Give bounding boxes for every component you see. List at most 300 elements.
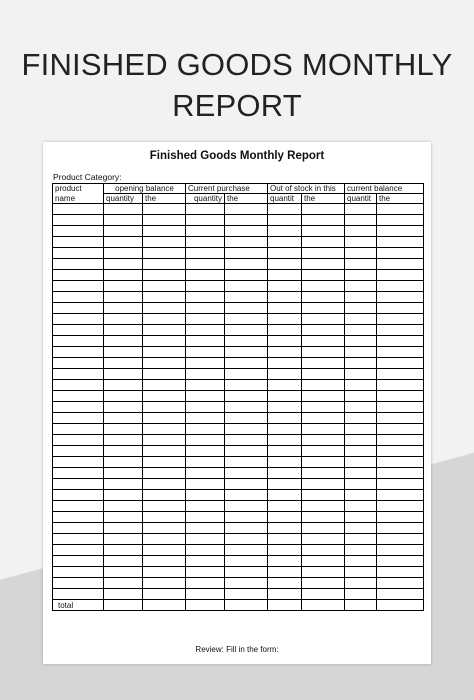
table-cell[interactable] bbox=[53, 578, 104, 589]
table-cell[interactable] bbox=[143, 369, 186, 380]
table-cell[interactable] bbox=[377, 259, 424, 270]
table-cell[interactable] bbox=[225, 237, 268, 248]
table-cell[interactable] bbox=[345, 380, 377, 391]
table-cell[interactable] bbox=[104, 369, 143, 380]
table-cell[interactable] bbox=[302, 358, 345, 369]
table-cell[interactable] bbox=[53, 369, 104, 380]
table-cell[interactable] bbox=[53, 358, 104, 369]
table-cell[interactable] bbox=[225, 556, 268, 567]
table-cell[interactable] bbox=[377, 457, 424, 468]
table-cell[interactable] bbox=[186, 336, 225, 347]
table-cell[interactable] bbox=[225, 358, 268, 369]
table-cell[interactable] bbox=[377, 369, 424, 380]
table-cell[interactable] bbox=[186, 204, 225, 215]
table-cell[interactable] bbox=[225, 369, 268, 380]
table-cell[interactable] bbox=[143, 479, 186, 490]
table-cell[interactable] bbox=[104, 204, 143, 215]
table-cell[interactable] bbox=[268, 204, 302, 215]
table-cell[interactable] bbox=[186, 501, 225, 512]
table-cell[interactable] bbox=[268, 369, 302, 380]
table-cell[interactable] bbox=[345, 468, 377, 479]
table-cell[interactable] bbox=[377, 534, 424, 545]
table-cell[interactable] bbox=[53, 303, 104, 314]
table-cell[interactable] bbox=[377, 380, 424, 391]
table-cell[interactable] bbox=[143, 380, 186, 391]
table-cell[interactable] bbox=[53, 446, 104, 457]
table-cell[interactable] bbox=[302, 215, 345, 226]
table-cell[interactable] bbox=[302, 435, 345, 446]
table-cell[interactable] bbox=[377, 545, 424, 556]
table-cell[interactable] bbox=[186, 479, 225, 490]
table-cell[interactable] bbox=[104, 292, 143, 303]
table-cell[interactable] bbox=[104, 380, 143, 391]
table-cell[interactable] bbox=[104, 468, 143, 479]
table-cell[interactable] bbox=[345, 479, 377, 490]
table-cell[interactable] bbox=[345, 314, 377, 325]
table-cell[interactable] bbox=[225, 523, 268, 534]
total-cell[interactable] bbox=[104, 600, 143, 611]
table-cell[interactable] bbox=[104, 413, 143, 424]
table-cell[interactable] bbox=[377, 578, 424, 589]
table-cell[interactable] bbox=[345, 259, 377, 270]
table-cell[interactable] bbox=[104, 589, 143, 600]
table-cell[interactable] bbox=[143, 325, 186, 336]
table-cell[interactable] bbox=[225, 424, 268, 435]
table-cell[interactable] bbox=[345, 534, 377, 545]
table-cell[interactable] bbox=[53, 490, 104, 501]
table-cell[interactable] bbox=[345, 589, 377, 600]
table-cell[interactable] bbox=[377, 424, 424, 435]
table-cell[interactable] bbox=[104, 248, 143, 259]
total-cell[interactable] bbox=[345, 600, 377, 611]
table-cell[interactable] bbox=[104, 215, 143, 226]
table-cell[interactable] bbox=[225, 490, 268, 501]
table-cell[interactable] bbox=[377, 589, 424, 600]
table-cell[interactable] bbox=[186, 347, 225, 358]
table-cell[interactable] bbox=[143, 589, 186, 600]
total-cell[interactable] bbox=[268, 600, 302, 611]
table-cell[interactable] bbox=[104, 391, 143, 402]
table-cell[interactable] bbox=[143, 578, 186, 589]
table-cell[interactable] bbox=[268, 457, 302, 468]
table-cell[interactable] bbox=[345, 303, 377, 314]
table-cell[interactable] bbox=[53, 259, 104, 270]
table-cell[interactable] bbox=[302, 556, 345, 567]
table-cell[interactable] bbox=[104, 567, 143, 578]
table-cell[interactable] bbox=[302, 281, 345, 292]
table-cell[interactable] bbox=[104, 314, 143, 325]
table-cell[interactable] bbox=[186, 512, 225, 523]
table-cell[interactable] bbox=[377, 523, 424, 534]
table-cell[interactable] bbox=[53, 380, 104, 391]
table-cell[interactable] bbox=[186, 424, 225, 435]
table-cell[interactable] bbox=[268, 523, 302, 534]
table-cell[interactable] bbox=[345, 490, 377, 501]
table-cell[interactable] bbox=[104, 259, 143, 270]
table-cell[interactable] bbox=[143, 468, 186, 479]
table-cell[interactable] bbox=[53, 226, 104, 237]
table-cell[interactable] bbox=[302, 424, 345, 435]
table-cell[interactable] bbox=[377, 281, 424, 292]
table-cell[interactable] bbox=[377, 325, 424, 336]
table-cell[interactable] bbox=[268, 292, 302, 303]
table-cell[interactable] bbox=[143, 336, 186, 347]
table-cell[interactable] bbox=[268, 347, 302, 358]
table-cell[interactable] bbox=[302, 512, 345, 523]
table-cell[interactable] bbox=[345, 391, 377, 402]
table-cell[interactable] bbox=[143, 248, 186, 259]
table-cell[interactable] bbox=[53, 424, 104, 435]
table-cell[interactable] bbox=[225, 270, 268, 281]
table-cell[interactable] bbox=[225, 325, 268, 336]
table-cell[interactable] bbox=[225, 281, 268, 292]
table-cell[interactable] bbox=[268, 545, 302, 556]
table-cell[interactable] bbox=[186, 226, 225, 237]
table-cell[interactable] bbox=[268, 391, 302, 402]
table-cell[interactable] bbox=[377, 248, 424, 259]
table-cell[interactable] bbox=[53, 215, 104, 226]
table-cell[interactable] bbox=[377, 237, 424, 248]
table-cell[interactable] bbox=[53, 534, 104, 545]
table-cell[interactable] bbox=[302, 413, 345, 424]
table-cell[interactable] bbox=[268, 325, 302, 336]
table-cell[interactable] bbox=[186, 270, 225, 281]
table-cell[interactable] bbox=[225, 303, 268, 314]
table-cell[interactable] bbox=[104, 479, 143, 490]
table-cell[interactable] bbox=[104, 490, 143, 501]
table-cell[interactable] bbox=[377, 446, 424, 457]
table-cell[interactable] bbox=[302, 578, 345, 589]
table-cell[interactable] bbox=[143, 567, 186, 578]
table-cell[interactable] bbox=[53, 402, 104, 413]
table-cell[interactable] bbox=[302, 479, 345, 490]
table-cell[interactable] bbox=[302, 534, 345, 545]
table-cell[interactable] bbox=[377, 567, 424, 578]
table-cell[interactable] bbox=[225, 446, 268, 457]
table-cell[interactable] bbox=[225, 578, 268, 589]
table-cell[interactable] bbox=[302, 314, 345, 325]
table-cell[interactable] bbox=[53, 281, 104, 292]
table-cell[interactable] bbox=[225, 314, 268, 325]
table-cell[interactable] bbox=[53, 567, 104, 578]
table-cell[interactable] bbox=[186, 523, 225, 534]
table-cell[interactable] bbox=[225, 226, 268, 237]
table-cell[interactable] bbox=[53, 479, 104, 490]
total-cell[interactable] bbox=[143, 600, 186, 611]
table-cell[interactable] bbox=[268, 226, 302, 237]
table-cell[interactable] bbox=[225, 402, 268, 413]
table-cell[interactable] bbox=[143, 226, 186, 237]
table-cell[interactable] bbox=[53, 391, 104, 402]
table-cell[interactable] bbox=[302, 446, 345, 457]
table-cell[interactable] bbox=[53, 556, 104, 567]
table-cell[interactable] bbox=[377, 204, 424, 215]
table-cell[interactable] bbox=[104, 303, 143, 314]
total-cell[interactable] bbox=[186, 600, 225, 611]
table-cell[interactable] bbox=[345, 226, 377, 237]
table-cell[interactable] bbox=[345, 446, 377, 457]
table-cell[interactable] bbox=[53, 435, 104, 446]
table-cell[interactable] bbox=[302, 391, 345, 402]
table-cell[interactable] bbox=[268, 534, 302, 545]
table-cell[interactable] bbox=[345, 204, 377, 215]
table-cell[interactable] bbox=[268, 589, 302, 600]
table-cell[interactable] bbox=[302, 402, 345, 413]
table-cell[interactable] bbox=[345, 523, 377, 534]
table-cell[interactable] bbox=[302, 237, 345, 248]
table-cell[interactable] bbox=[143, 402, 186, 413]
table-cell[interactable] bbox=[345, 545, 377, 556]
table-cell[interactable] bbox=[104, 226, 143, 237]
table-cell[interactable] bbox=[53, 204, 104, 215]
table-cell[interactable] bbox=[377, 270, 424, 281]
table-cell[interactable] bbox=[302, 292, 345, 303]
table-cell[interactable] bbox=[268, 237, 302, 248]
total-cell[interactable] bbox=[302, 600, 345, 611]
table-cell[interactable] bbox=[53, 413, 104, 424]
table-cell[interactable] bbox=[345, 292, 377, 303]
table-cell[interactable] bbox=[345, 215, 377, 226]
table-cell[interactable] bbox=[104, 556, 143, 567]
table-cell[interactable] bbox=[225, 567, 268, 578]
table-cell[interactable] bbox=[225, 259, 268, 270]
table-cell[interactable] bbox=[143, 270, 186, 281]
table-cell[interactable] bbox=[143, 413, 186, 424]
table-cell[interactable] bbox=[186, 215, 225, 226]
table-cell[interactable] bbox=[345, 347, 377, 358]
table-cell[interactable] bbox=[186, 325, 225, 336]
table-cell[interactable] bbox=[377, 347, 424, 358]
table-cell[interactable] bbox=[302, 204, 345, 215]
table-cell[interactable] bbox=[345, 424, 377, 435]
table-cell[interactable] bbox=[268, 336, 302, 347]
table-cell[interactable] bbox=[53, 501, 104, 512]
table-cell[interactable] bbox=[143, 391, 186, 402]
table-cell[interactable] bbox=[268, 567, 302, 578]
table-cell[interactable] bbox=[53, 292, 104, 303]
table-cell[interactable] bbox=[104, 523, 143, 534]
table-cell[interactable] bbox=[186, 303, 225, 314]
table-cell[interactable] bbox=[268, 578, 302, 589]
table-cell[interactable] bbox=[186, 369, 225, 380]
table-cell[interactable] bbox=[377, 336, 424, 347]
table-cell[interactable] bbox=[377, 468, 424, 479]
table-cell[interactable] bbox=[186, 446, 225, 457]
table-cell[interactable] bbox=[345, 578, 377, 589]
table-cell[interactable] bbox=[225, 435, 268, 446]
table-cell[interactable] bbox=[104, 534, 143, 545]
table-cell[interactable] bbox=[186, 435, 225, 446]
table-cell[interactable] bbox=[377, 435, 424, 446]
table-cell[interactable] bbox=[377, 314, 424, 325]
table-cell[interactable] bbox=[104, 325, 143, 336]
table-cell[interactable] bbox=[268, 281, 302, 292]
table-cell[interactable] bbox=[143, 512, 186, 523]
table-cell[interactable] bbox=[268, 413, 302, 424]
total-cell[interactable] bbox=[377, 600, 424, 611]
table-cell[interactable] bbox=[53, 545, 104, 556]
table-cell[interactable] bbox=[225, 248, 268, 259]
table-cell[interactable] bbox=[302, 369, 345, 380]
table-cell[interactable] bbox=[53, 347, 104, 358]
table-cell[interactable] bbox=[186, 490, 225, 501]
table-cell[interactable] bbox=[302, 490, 345, 501]
table-cell[interactable] bbox=[268, 314, 302, 325]
table-cell[interactable] bbox=[104, 578, 143, 589]
table-cell[interactable] bbox=[143, 556, 186, 567]
table-cell[interactable] bbox=[143, 358, 186, 369]
table-cell[interactable] bbox=[225, 215, 268, 226]
table-cell[interactable] bbox=[302, 501, 345, 512]
table-cell[interactable] bbox=[302, 457, 345, 468]
table-cell[interactable] bbox=[345, 457, 377, 468]
table-cell[interactable] bbox=[302, 270, 345, 281]
table-cell[interactable] bbox=[345, 281, 377, 292]
table-cell[interactable] bbox=[377, 490, 424, 501]
table-cell[interactable] bbox=[186, 237, 225, 248]
table-cell[interactable] bbox=[186, 259, 225, 270]
table-cell[interactable] bbox=[186, 556, 225, 567]
table-cell[interactable] bbox=[225, 380, 268, 391]
table-cell[interactable] bbox=[302, 226, 345, 237]
table-cell[interactable] bbox=[225, 413, 268, 424]
table-cell[interactable] bbox=[268, 479, 302, 490]
table-cell[interactable] bbox=[104, 501, 143, 512]
table-cell[interactable] bbox=[268, 303, 302, 314]
table-cell[interactable] bbox=[53, 325, 104, 336]
table-cell[interactable] bbox=[104, 446, 143, 457]
table-cell[interactable] bbox=[302, 380, 345, 391]
table-cell[interactable] bbox=[345, 567, 377, 578]
table-cell[interactable] bbox=[104, 270, 143, 281]
table-cell[interactable] bbox=[268, 435, 302, 446]
table-cell[interactable] bbox=[143, 545, 186, 556]
table-cell[interactable] bbox=[302, 303, 345, 314]
table-cell[interactable] bbox=[268, 358, 302, 369]
table-cell[interactable] bbox=[302, 545, 345, 556]
table-cell[interactable] bbox=[104, 545, 143, 556]
table-cell[interactable] bbox=[377, 292, 424, 303]
table-cell[interactable] bbox=[186, 380, 225, 391]
table-cell[interactable] bbox=[186, 413, 225, 424]
table-cell[interactable] bbox=[225, 292, 268, 303]
table-cell[interactable] bbox=[186, 589, 225, 600]
table-cell[interactable] bbox=[268, 259, 302, 270]
table-cell[interactable] bbox=[186, 567, 225, 578]
table-cell[interactable] bbox=[225, 457, 268, 468]
table-cell[interactable] bbox=[143, 501, 186, 512]
table-cell[interactable] bbox=[104, 336, 143, 347]
table-cell[interactable] bbox=[377, 303, 424, 314]
table-cell[interactable] bbox=[53, 270, 104, 281]
table-cell[interactable] bbox=[345, 512, 377, 523]
table-cell[interactable] bbox=[302, 567, 345, 578]
table-cell[interactable] bbox=[186, 468, 225, 479]
table-cell[interactable] bbox=[186, 248, 225, 259]
table-cell[interactable] bbox=[53, 523, 104, 534]
table-cell[interactable] bbox=[143, 237, 186, 248]
table-cell[interactable] bbox=[104, 358, 143, 369]
table-cell[interactable] bbox=[377, 479, 424, 490]
table-cell[interactable] bbox=[345, 237, 377, 248]
table-cell[interactable] bbox=[377, 358, 424, 369]
table-cell[interactable] bbox=[104, 402, 143, 413]
table-cell[interactable] bbox=[345, 556, 377, 567]
table-cell[interactable] bbox=[377, 556, 424, 567]
table-cell[interactable] bbox=[186, 391, 225, 402]
table-cell[interactable] bbox=[225, 391, 268, 402]
table-cell[interactable] bbox=[225, 545, 268, 556]
table-cell[interactable] bbox=[143, 490, 186, 501]
table-cell[interactable] bbox=[345, 270, 377, 281]
table-cell[interactable] bbox=[104, 347, 143, 358]
table-cell[interactable] bbox=[302, 325, 345, 336]
table-cell[interactable] bbox=[143, 424, 186, 435]
table-cell[interactable] bbox=[345, 358, 377, 369]
table-cell[interactable] bbox=[302, 248, 345, 259]
table-cell[interactable] bbox=[225, 589, 268, 600]
table-cell[interactable] bbox=[143, 347, 186, 358]
table-cell[interactable] bbox=[143, 215, 186, 226]
table-cell[interactable] bbox=[302, 347, 345, 358]
table-cell[interactable] bbox=[186, 545, 225, 556]
table-cell[interactable] bbox=[345, 336, 377, 347]
table-cell[interactable] bbox=[186, 292, 225, 303]
table-cell[interactable] bbox=[186, 281, 225, 292]
table-cell[interactable] bbox=[53, 237, 104, 248]
table-cell[interactable] bbox=[225, 336, 268, 347]
table-cell[interactable] bbox=[225, 512, 268, 523]
table-cell[interactable] bbox=[268, 490, 302, 501]
table-cell[interactable] bbox=[302, 259, 345, 270]
table-cell[interactable] bbox=[268, 556, 302, 567]
table-cell[interactable] bbox=[345, 413, 377, 424]
table-cell[interactable] bbox=[345, 402, 377, 413]
table-cell[interactable] bbox=[268, 215, 302, 226]
table-cell[interactable] bbox=[104, 435, 143, 446]
table-cell[interactable] bbox=[268, 446, 302, 457]
table-cell[interactable] bbox=[143, 446, 186, 457]
table-cell[interactable] bbox=[225, 204, 268, 215]
table-cell[interactable] bbox=[377, 501, 424, 512]
total-cell[interactable] bbox=[225, 600, 268, 611]
table-cell[interactable] bbox=[53, 512, 104, 523]
table-cell[interactable] bbox=[104, 237, 143, 248]
table-cell[interactable] bbox=[225, 347, 268, 358]
table-cell[interactable] bbox=[225, 468, 268, 479]
table-cell[interactable] bbox=[377, 402, 424, 413]
table-cell[interactable] bbox=[302, 336, 345, 347]
table-cell[interactable] bbox=[345, 248, 377, 259]
table-cell[interactable] bbox=[225, 534, 268, 545]
table-cell[interactable] bbox=[53, 457, 104, 468]
table-cell[interactable] bbox=[143, 204, 186, 215]
table-cell[interactable] bbox=[104, 281, 143, 292]
table-cell[interactable] bbox=[302, 589, 345, 600]
table-cell[interactable] bbox=[143, 435, 186, 446]
table-cell[interactable] bbox=[143, 303, 186, 314]
table-cell[interactable] bbox=[268, 248, 302, 259]
table-cell[interactable] bbox=[53, 248, 104, 259]
table-cell[interactable] bbox=[302, 468, 345, 479]
table-cell[interactable] bbox=[186, 402, 225, 413]
table-cell[interactable] bbox=[186, 534, 225, 545]
table-cell[interactable] bbox=[268, 512, 302, 523]
table-cell[interactable] bbox=[377, 413, 424, 424]
table-cell[interactable] bbox=[377, 226, 424, 237]
table-cell[interactable] bbox=[143, 314, 186, 325]
table-cell[interactable] bbox=[104, 457, 143, 468]
